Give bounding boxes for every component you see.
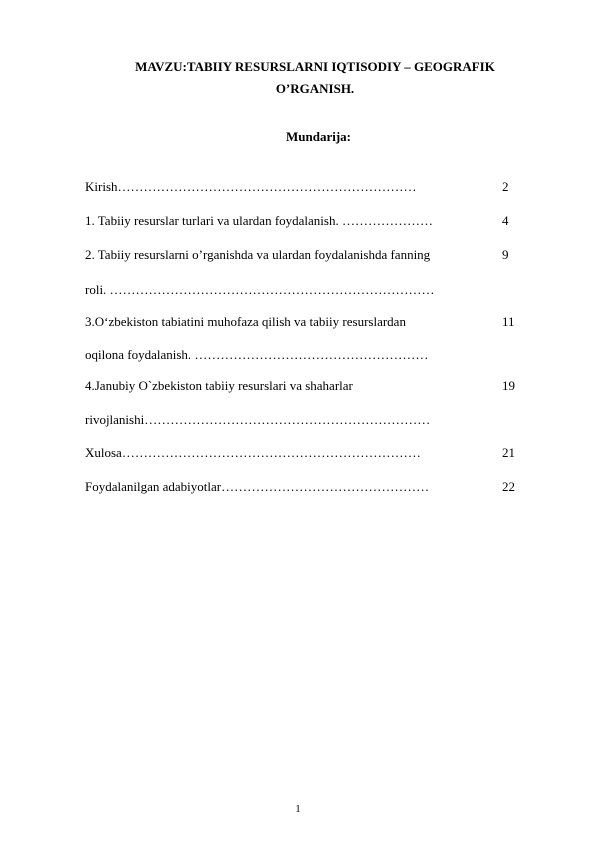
toc-entry-page: 21 [502, 445, 515, 460]
toc-entry-page: 2 [502, 179, 509, 194]
toc-entry-text: rivojlanishi………………………………………………………… [85, 412, 431, 427]
toc-entry-text: roli. ………………………………………………………………… [85, 282, 435, 297]
page-number: 1 [295, 803, 301, 815]
toc-entry-text: oqilona foydalanish. ……………………………………………… [85, 347, 429, 362]
toc-entry-text: 3.O‘zbekiston tabiatini muhofaza qilish va tabiiy resurslardan [85, 314, 406, 329]
document-title-line-2: O’RGANISH. [275, 81, 355, 96]
toc-entry-page: 22 [502, 479, 515, 494]
toc-entry-text: Kirish…………………………………………………………… [85, 179, 417, 194]
toc-entry-text: 4.Janubiy O`zbekiston tabiiy resurslari va shaharlar [85, 378, 353, 393]
toc-entry-text: 1. Tabiiy resurslar turlari va ulardan foydalanish. ………………… [85, 213, 433, 228]
toc-entry-text: 2. Tabiiy resurslarni o’rganishda va ulardan foydalanishda fanning [85, 247, 431, 262]
toc-entry-text: Xulosa…………………………………………………………… [85, 445, 421, 460]
toc-heading: Mundarija: [286, 129, 351, 144]
toc-entry-page: 9 [502, 247, 509, 262]
toc-entry-page: 11 [502, 314, 515, 329]
toc-entry-page: 4 [502, 213, 509, 228]
toc-entry-page: 19 [502, 378, 515, 393]
toc-entry-text: Foydalanilgan adabiyotlar………………………………………… [85, 479, 430, 494]
document-title-line-1: MAVZU:TABIIY RESURSLARNI IQTISODIY – GEOGRAFIK [135, 59, 495, 74]
